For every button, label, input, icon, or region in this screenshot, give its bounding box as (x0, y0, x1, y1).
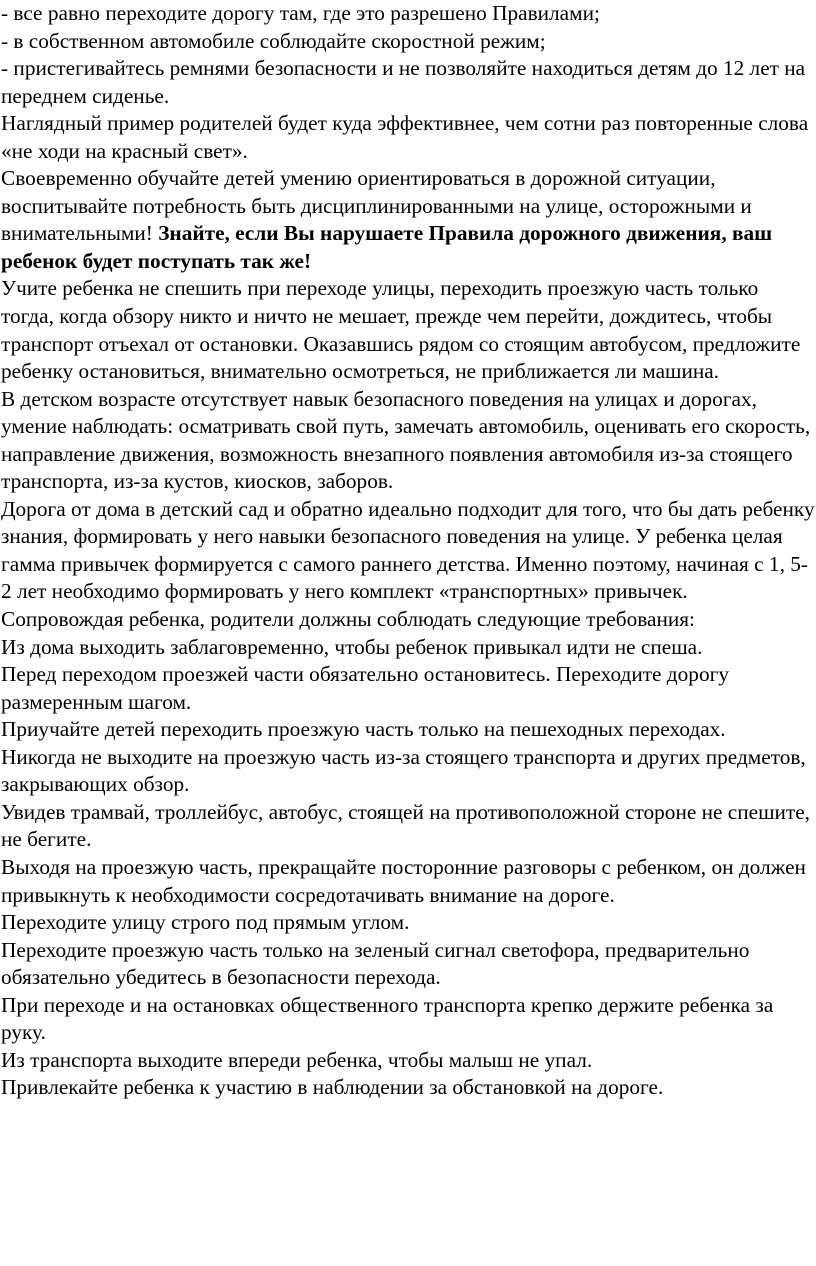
paragraph-dont-run-to-bus: Увидев трамвай, троллейбус, автобус, стоящей на противоположной стороне не спешите, не бегите. (1, 799, 810, 852)
paragraph-text: Своевременно обучайте детей умению ориентироваться в дорожной ситуации, воспитывайте потребность быть дисциплинированными на улице, осторожными и внимательными! (1, 166, 752, 246)
paragraph-leave-early: Из дома выходить заблаговременно, чтобы ребенок привыкал идти не спеша. (1, 634, 703, 659)
paragraph-pedestrian-crossings: Приучайте детей переходить проезжую часть только на пешеходных переходах. (1, 717, 726, 742)
paragraph-child-skills: В детском возрасте отсутствует навык безопасного поведения на улицах и дорогах, умение наблюдать: осматривать свой путь, замечать автомобиль, оценивать его скорость, направление движения, возможность внезапного появления автомобиля из-за стоящего транспорта, из-за кустов, киосков, заборов. (1, 386, 811, 494)
paragraph-teach-orientation (1, 165, 816, 275)
paragraph-hidden-traffic: Никогда не выходите на проезжую часть из-за стоящего транспорта и других предметов, закрывающих обзор. (1, 744, 806, 797)
paragraph-bold-warning: Знайте, если Вы нарушаете Правила дорожного движения, ваш ребенок будет поступать так же! (1, 221, 773, 273)
paragraph-hold-hand: При переходе и на остановках общественного транспорта крепко держите ребенка за руку. (1, 992, 774, 1045)
paragraph-involve-observation: Привлекайте ребенка к участию в наблюдении за обстановкой на дороге. (1, 1075, 664, 1100)
paragraph-speed-rule: - в собственном автомобиле соблюдайте скоростной режим; (1, 28, 546, 53)
paragraph-green-signal: Переходите проезжую часть только на зеленый сигнал светофора, предварительно обязательно убедитесь в безопасности перехода. (1, 937, 750, 990)
paragraph-seatbelt-rule: - пристегивайтесь ремнями безопасности и не позволяйте находиться детям до 12 лет на переднем сиденье. (1, 56, 806, 108)
paragraph-stop-conversations: Выходя на проезжую часть, прекращайте посторонние разговоры с ребенком, он должен привыкнуть к необходимости сосредотачивать внимание на дороге. (1, 854, 806, 907)
paragraph-right-angle: Переходите улицу строго под прямым углом. (1, 910, 410, 935)
paragraph-road-to-kindergarten: Дорога от дома в детский сад и обратно идеально подходит для того, что бы дать ребенку знания, формировать у него навыки безопасного поведения на улице. У ребенка целая гамма привычек формируется с самого раннего детства. Именно поэтому, начиная с 1, 5-2 лет необходимо формировать у него комплект «транспортных» привычек. (1, 496, 815, 604)
paragraph-exit-transport: Из транспорта выходите впереди ребенка, чтобы малыш не упал. (1, 1047, 593, 1072)
paragraph-teach-not-rush: Учите ребенка не спешить при переходе улицы, переходить проезжую часть только тогда, когда обзору никто и ничто не мешает, прежде чем перейти, дождитесь, чтобы транспорт отъехал от остановки. Оказавшись рядом со стоящим автобусом, предложите ребенку остановиться, внимательно осмотреться, не приближается ли машина. (1, 276, 801, 384)
paragraph-crossing-rule: - все равно переходите дорогу там, где это разрешено Правилами; (1, 1, 600, 25)
paragraph-requirements-intro: Сопровождая ребенка, родители должны соблюдать следующие требования: (1, 607, 695, 632)
paragraph-stop-before-crossing: Перед переходом проезжей части обязательно остановитесь. Переходите дорогу размеренным шагом. (1, 662, 729, 714)
paragraph-parent-example: Наглядный пример родителей будет куда эффективнее, чем сотни раз повторенные слова «не ходи на красный свет». (1, 111, 809, 163)
